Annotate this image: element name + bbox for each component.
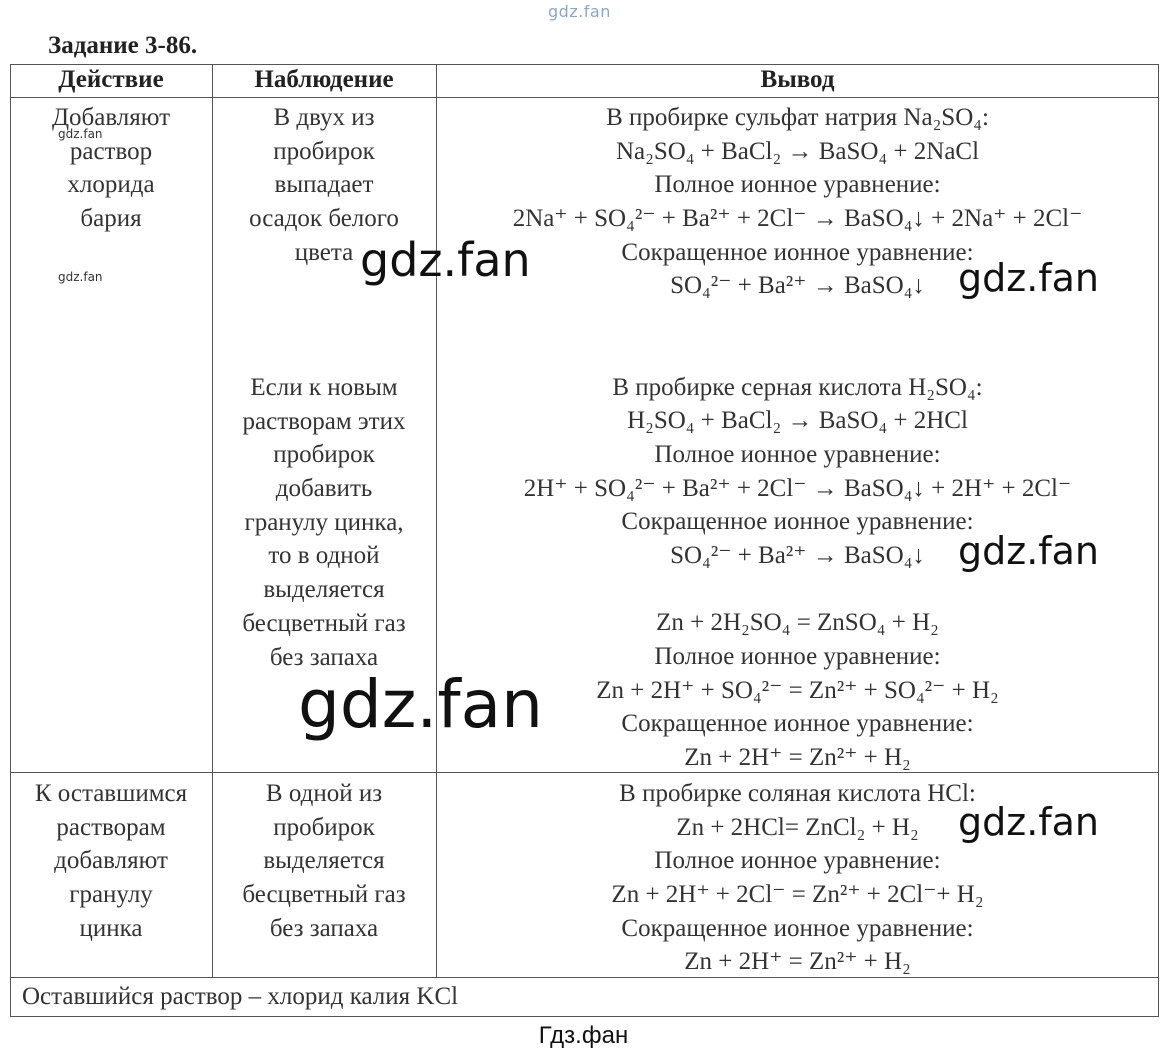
equation-line: SO₄²⁻ + Ba²⁺ → BaSO₄↓: [670, 272, 925, 300]
text-line: растворам этих: [242, 407, 406, 435]
text-line: пробирок: [273, 137, 375, 165]
equation-line: Сокращенное ионное уравнение:: [621, 914, 974, 942]
text-line: бесцветный газ: [242, 609, 406, 637]
text-line: гранулу: [69, 881, 153, 909]
equation-line: Сокращенное ионное уравнение:: [621, 710, 974, 738]
text-line: В одной из: [265, 780, 383, 807]
text-line: бесцветный газ: [242, 881, 406, 909]
equation-line: Na₂SO₄ + BaCl₂ → BaSO₄ + 2NaCl: [615, 137, 980, 165]
row2-action: [10, 777, 212, 945]
equation-line: [436, 303, 1159, 337]
equation-line: Полное ионное уравнение:: [654, 847, 941, 875]
text-line: добавляют: [54, 847, 168, 875]
text-line: раствор: [69, 137, 153, 165]
equation-line: Zn + 2HCl= ZnCl₂ + H₂: [676, 813, 919, 841]
header-action: Действие: [58, 66, 164, 93]
equation-line: Сокращенное ионное уравнение:: [621, 508, 974, 536]
text-line: В двух из: [273, 104, 375, 131]
equation-line: Zn + 2H⁺ + 2Cl⁻ = Zn²⁺ + 2Cl⁻+ H₂: [611, 881, 984, 909]
text-line: цинка: [79, 914, 143, 942]
text-line: пробирок: [273, 441, 375, 469]
text-line: без запаха: [269, 914, 379, 942]
row1-conclusion: [436, 101, 1159, 775]
text-line: Добавляют: [51, 104, 171, 131]
equation-line: [436, 337, 1159, 371]
watermark-large-1: gdz.fan: [360, 233, 531, 287]
text-line: растворам: [56, 813, 166, 841]
text-line: выделяется: [263, 847, 385, 875]
text-line: без запаха: [269, 643, 379, 671]
footer-row-text: Оставшийся раствор – хлорид калия KCl: [22, 983, 459, 1010]
equation-line: 2Na⁺ + SO₄²⁻ + Ba²⁺ + 2Cl⁻ → BaSO₄↓ + 2Na⁺ + 2Cl⁻: [512, 205, 1083, 233]
watermark-large-5: gdz.fan: [958, 800, 1100, 844]
text-line: то в одной: [268, 542, 380, 570]
equation-line: Сокращенное ионное уравнение:: [621, 238, 974, 266]
header-observation: Наблюдение: [254, 66, 394, 93]
text-line: К оставшимся: [34, 780, 188, 807]
text-line: осадок белого: [249, 205, 399, 233]
equation-line: 2H⁺ + SO₄²⁻ + Ba²⁺ + 2Cl⁻ → BaSO₄↓ + 2H⁺ + 2Cl⁻: [523, 474, 1072, 502]
text-line: цвета: [294, 238, 354, 266]
text-line: добавить: [275, 475, 373, 503]
text-line: выпадает: [274, 171, 374, 199]
watermark-small-2: gdz.fan: [58, 270, 103, 284]
row1-action: [10, 101, 212, 236]
header-divider: [10, 97, 1159, 98]
text-line: бария: [80, 205, 142, 233]
equation-line: Полное ионное уравнение:: [654, 643, 941, 670]
equation-line: H₂SO₄ + BaCl₂ → BaSO₄ + 2HCl: [627, 407, 968, 435]
equation-line: Zn + 2H⁺ + SO₄²⁻ = Zn²⁺ + SO₄²⁻ + H₂: [596, 676, 999, 704]
row2-observation: [212, 777, 436, 945]
equation-line: В пробирке сульфат натрия Na₂SO₄:: [606, 104, 989, 131]
watermark-large-2: gdz.fan: [958, 256, 1100, 300]
task-title: Задание 3-86.: [48, 32, 198, 59]
watermark-small-1: gdz.fan: [58, 127, 103, 141]
equation-line: Полное ионное уравнение:: [654, 171, 941, 199]
text-line: хлорида: [67, 171, 155, 199]
text-line: Если к новым: [250, 374, 398, 401]
equation-line: В пробирке соляная кислота HCl:: [619, 780, 976, 807]
text-line: выделяется: [263, 576, 385, 604]
equation-line: Zn + 2H⁺ = Zn²⁺ + H₂: [684, 948, 911, 976]
equation-line: SO₄²⁻ + Ba²⁺ → BaSO₄↓: [670, 541, 925, 569]
equation-line: Zn + 2H⁺ = Zn²⁺ + H₂: [684, 744, 911, 772]
row1-observation-2: [212, 371, 436, 674]
text-line: пробирок: [273, 813, 375, 841]
watermark-large-4: gdz.fan: [298, 666, 543, 743]
text-line: гранулу цинка,: [244, 508, 404, 536]
bottom-credit: Гдз.фан: [538, 1022, 629, 1049]
equation-line: В пробирке серная кислота H₂SO₄:: [612, 373, 983, 401]
header-conclusion: Вывод: [760, 66, 835, 93]
equation-line: Zn + 2H₂SO₄ = ZnSO₄ + H₂: [656, 609, 939, 637]
equation-line: [436, 573, 1159, 607]
equation-line: Полное ионное уравнение:: [654, 440, 941, 468]
watermark-top: gdz.fan: [548, 2, 611, 21]
watermark-large-3: gdz.fan: [958, 529, 1100, 573]
